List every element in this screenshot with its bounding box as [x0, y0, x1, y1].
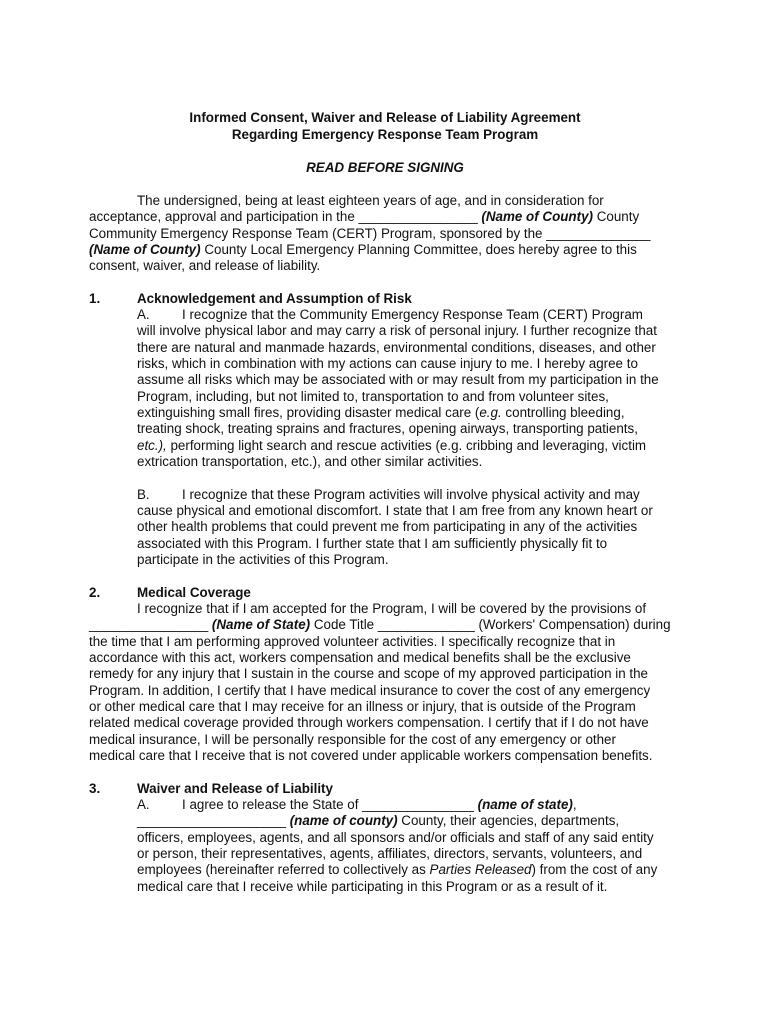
read-before-signing: READ BEFORE SIGNING — [306, 160, 464, 175]
document-page: Informed Consent, Waiver and Release of Liability Agreement Regarding Emergency Response Team Program READ BEFORE SIGNING The undersigned, being at least eighteen years of age, and in consideration for acceptance, approval and participation in the ________________ (Name of County) County Community Emergency Response Team (CERT) Program, sponsored by the ______________ (Name of County) County Local Emergency Planning Committee, does hereby agree to this consent, waiver, and release of liability. 1. Acknowledgement and Assumption of Risk A. I recognize that the Community Emergency Response Team (CERT) Program will involve physical labor and may carry a risk of personal injury. I further recognize that there are natural and manmade hazards, environmental conditions, diseases, and other risks, which in combination with my actions can cause injury to me. I hereby agree to assume all risks which may be associated with or may result from my participation in the Program, including, but not limited to, transportation to and from volunteer sites, extinguishing small fires, providing disaster medical care (e.g. controlling bleeding, treating shock, treating sprains and fractures, opening airways, transporting patients, etc.), performing light search and rescue activities (e.g. cribbing and leveraging, victim extrication transportation, etc.), and other similar activities. B. I recognize that these Program activities will involve physical activity and may cause physical and emotional discomfort. I state that I am free from any known heart or other health problems that could prevent me from participating in any of the activities associated with this Program. I further state that I am sufficiently physically fit to participate in the activities of this Program. 2. Medical Coverage I recognize that if I am accepted for the Program, I will be covered by the provisions of ________________ (Name of State) Code Title _____________ (Workers' Compensation) during the time that I am performing approved volunteer activities. I specifically recognize that in accordance with this act, workers compensation and medical benefits shall be the exclusive remedy for any injury that I sustain in the course and scope of my approved participation in the Program. In addition, I certify that I have medical insurance to cover the cost of any emergency or other medical care that I may receive for an illness or injury, that is outside of the Program related medical coverage provided through workers compensation. I certify that if I do not have medical insurance, I will be personally responsible for the cost of any emergency or other medical care that I receive that is not covered under applicable workers compensation benefits. 3. Waiver and Release of Liability A. I agree to release the State of _______________ (name of state), ____________________ (name of county) County, their agencies, departments, officers, employees, agents, and all sponsors and/or officials and staff of any said entity or person, their representatives, agents, affiliates, directors, servants, volunteers, and employees (hereinafter referred to collectively as Parties Released) from the cost of any medical care that I receive while participating in this Program or as a result of it. — [0, 0, 770, 1024]
paragraph-label: A. — [137, 797, 150, 812]
paragraph-label: B. — [137, 487, 150, 502]
county-blank: ______________ — [546, 226, 651, 241]
paragraph-label: A. — [137, 307, 150, 322]
state-blank: ________________ — [89, 617, 209, 632]
section-number: 3. — [89, 781, 101, 796]
section-heading: Acknowledgement and Assumption of Risk — [137, 291, 412, 306]
section-heading: Medical Coverage — [137, 585, 251, 600]
code-title-blank: _____________ — [377, 617, 475, 632]
section-heading: Waiver and Release of Liability — [137, 781, 333, 796]
county-blank: ________________ — [358, 209, 478, 224]
section-number: 1. — [89, 291, 101, 306]
county-blank: ____________________ — [137, 813, 286, 828]
document-subtitle: Regarding Emergency Response Team Program — [231, 127, 539, 142]
state-blank: _______________ — [362, 797, 474, 812]
document-title: Informed Consent, Waiver and Release of Liability Agreement — [189, 110, 581, 125]
section-number: 2. — [89, 585, 101, 600]
